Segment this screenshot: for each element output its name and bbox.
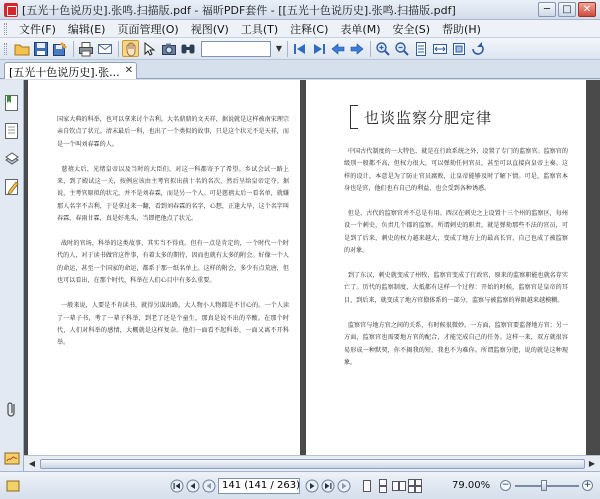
menu-security[interactable]: 安全(S) (392, 22, 431, 36)
horizontal-scrollbar[interactable] (24, 455, 600, 471)
window-title: [五光十色说历史].张鸣.扫描版.pdf - 福昕PDF套件 - [[五光十色说历史].张鸣.扫描版.pdf] (22, 3, 456, 17)
maximize-button[interactable]: □ (558, 2, 576, 17)
layers-icon[interactable] (4, 150, 20, 168)
next-page-button[interactable] (305, 479, 319, 493)
attachment-icon[interactable] (4, 400, 20, 418)
email-icon[interactable] (96, 40, 113, 57)
document-viewer[interactable] (24, 80, 600, 455)
thumbnails-icon[interactable] (4, 122, 20, 140)
toolbar-separator (118, 41, 119, 57)
zoom-slider-thumb[interactable] (541, 480, 547, 491)
comments-icon[interactable] (4, 178, 20, 196)
toolbar-separator (370, 41, 371, 57)
bookmarks-icon[interactable] (4, 94, 20, 112)
tab-document[interactable] (4, 62, 137, 79)
print-icon[interactable] (77, 40, 94, 57)
select-text-icon[interactable] (141, 40, 158, 57)
facing-view-icon[interactable] (392, 479, 406, 493)
main-toolbar (0, 38, 600, 60)
zoom-out-button[interactable]: − (501, 480, 510, 490)
forward-icon[interactable] (348, 40, 365, 57)
actual-size-icon[interactable] (450, 40, 467, 57)
menu-file[interactable]: 文件(F) (19, 22, 56, 36)
menu-help[interactable]: 帮助(H) (442, 22, 481, 36)
scroll-left-icon[interactable]: ◀ (28, 459, 36, 468)
fit-width-icon[interactable] (431, 40, 448, 57)
back-icon[interactable] (329, 40, 346, 57)
pdf-page-right (306, 80, 586, 455)
continuous-view-icon[interactable] (376, 479, 390, 493)
app-logo-icon (4, 3, 18, 17)
zoom-out-icon[interactable] (393, 40, 410, 57)
menu-bar (0, 20, 600, 38)
close-button[interactable]: ✕ (578, 2, 596, 17)
title-bar (0, 0, 600, 20)
menu-grip[interactable] (4, 23, 7, 35)
signature-icon[interactable] (4, 450, 20, 468)
save-as-icon[interactable] (51, 40, 68, 57)
search-dropdown-icon[interactable]: ▼ (275, 44, 283, 53)
page-number-field[interactable]: 141 (141 / 263) (218, 478, 300, 494)
chapter-title: 也谈监察分肥定律 (364, 109, 493, 127)
document-tab-bar (0, 60, 600, 79)
status-bar (0, 471, 600, 499)
rotate-icon[interactable] (469, 40, 486, 57)
pdf-page-left (28, 80, 300, 455)
left-page-text: 国家大典的科举，也可以拿来讨个吉利。大名鼎鼎的文天祥，据说就是这样被南宋理宗亲自钦点了状元。清末最后一科，也出了一个类似的故事，只是这个状元不是天祥，而是一个叫刘春霖的人。 慈禧太后、光绪皇帝以及当时的大臣们，对这一科都寄予了希望。乡试会试一路上来，到了殿试这一关，按例应该由主考官拟出前十名的名次，然后呈给皇帝定夺。据说，主考官原拟的状元，并不是刘春霖，而是另一个人。可是慈禧太后一看名单，就嫌那人名字不吉利，于是拿过来一翻，看到刘春霖的名字，心想，正逢大旱，这个名字叫春霖，春雨甘霖，真是好兆头，当即把他点了状元。 战时的官场，科举的这类故事，其实当不得真。但有一点是肯定的，一个时代一个时代的人，对于读书做官这件事，有着太多的期待，因而也就有太多的附会。好像一个人的命运，甚至一个国家的命运，都系于那一纸名单上。这样的附会，多少有点荒唐，但也可以看出，在那个时代，科举在人们心目中有多么重要。 一般来说，人要是不肯读书，就得另谋出路。大人物小人物都是不甘心的。一个人读了一辈子书，考了一辈子科举，到老了还是个童生，那真是说不出的辛酸。在那个时代，人们对科举的感情，大概就是这样复杂。他们一面看不起科举，一面又离不开科举。 (57, 116, 290, 347)
page-forward-button[interactable] (337, 479, 351, 493)
menu-page-manage[interactable]: 页面管理(O) (117, 22, 179, 36)
navigation-sidebar (0, 80, 24, 471)
continuous-facing-view-icon[interactable] (408, 479, 422, 493)
find-icon[interactable] (179, 40, 196, 57)
snapshot-icon[interactable] (160, 40, 177, 57)
zoom-in-button[interactable]: + (583, 480, 592, 490)
zoom-level[interactable]: 79.00% (452, 480, 491, 491)
menu-tools[interactable]: 工具(T) (240, 22, 279, 36)
page-back-button[interactable] (202, 479, 216, 493)
scroll-thumb[interactable] (40, 459, 585, 469)
toolbar-grip[interactable] (4, 43, 7, 55)
minimize-button[interactable]: ─ (538, 2, 556, 17)
menu-edit[interactable]: 编辑(E) (67, 22, 106, 36)
zoom-in-icon[interactable] (374, 40, 391, 57)
menu-comment[interactable]: 注释(C) (290, 22, 329, 36)
scroll-right-icon[interactable]: ▶ (588, 459, 596, 468)
save-icon[interactable] (32, 40, 49, 57)
single-page-view-icon[interactable] (360, 479, 374, 493)
tab-close-icon[interactable]: ✕ (124, 65, 133, 76)
hand-icon[interactable] (122, 40, 139, 57)
toolbar-separator (73, 41, 74, 57)
previous-page-button[interactable] (186, 479, 200, 493)
menu-form[interactable]: 表单(M) (340, 22, 381, 36)
toolbar-separator (287, 41, 288, 57)
first-page-icon[interactable] (291, 40, 308, 57)
fit-page-icon[interactable] (412, 40, 429, 57)
search-input[interactable] (201, 41, 271, 57)
title-bracket (350, 105, 358, 129)
window-controls (538, 2, 596, 17)
status-menu-icon[interactable] (6, 479, 20, 493)
last-page-button[interactable] (321, 479, 335, 493)
menu-view[interactable]: 视图(V) (190, 22, 229, 36)
zoom-slider[interactable] (515, 485, 579, 487)
last-page-icon[interactable] (310, 40, 327, 57)
right-page-text: 中国古代制度的一大特色，就是在行政系统之外，设置了专门的监察官。监察官的级别一般都不高，但权力很大，可以弹劾任何官员，甚至可以直接向皇帝上奏。这样的设计，本意是为了防止官员腐败，让皇帝能够及时了解下情。可是，监察官本身也是官，他们也有自己的利益，也会受到各种诱惑。 但是，古代的监察官并不总是有用。西汉在刺史之上设置十三个州的监察区，每州设一个刺史，负责几个郡的监察。所谓刺史的职责，就是弹劾那些不法的官员，可是到了后来，刺史的权力越来越大，变成了地方上的最高长官，自己也成了被监察的对象。 到了东汉，刺史就变成了州牧，监察官变成了行政官，原来的监察职能也就名存实亡了。历代的监察制度，大抵都有这样一个过程：开始的时候，监察官是皇帝的耳目，到后来，就变成了地方官僚体系的一部分，监察与被监察的界限越来越模糊。 监察官与地方官之间的关系，有时候很微妙。一方面，监察官要监督地方官；另一方面，监察官也需要地方官的配合，才能完成自己的任务。这样一来，双方就很容易形成一种默契，你不揭我的短，我也不为难你。所谓监察分肥，说的就是这种现象。 (344, 148, 569, 366)
tab-document-label: [五光十色说历史].张... (9, 66, 120, 79)
open-icon[interactable] (13, 40, 30, 57)
first-page-button[interactable] (170, 479, 184, 493)
